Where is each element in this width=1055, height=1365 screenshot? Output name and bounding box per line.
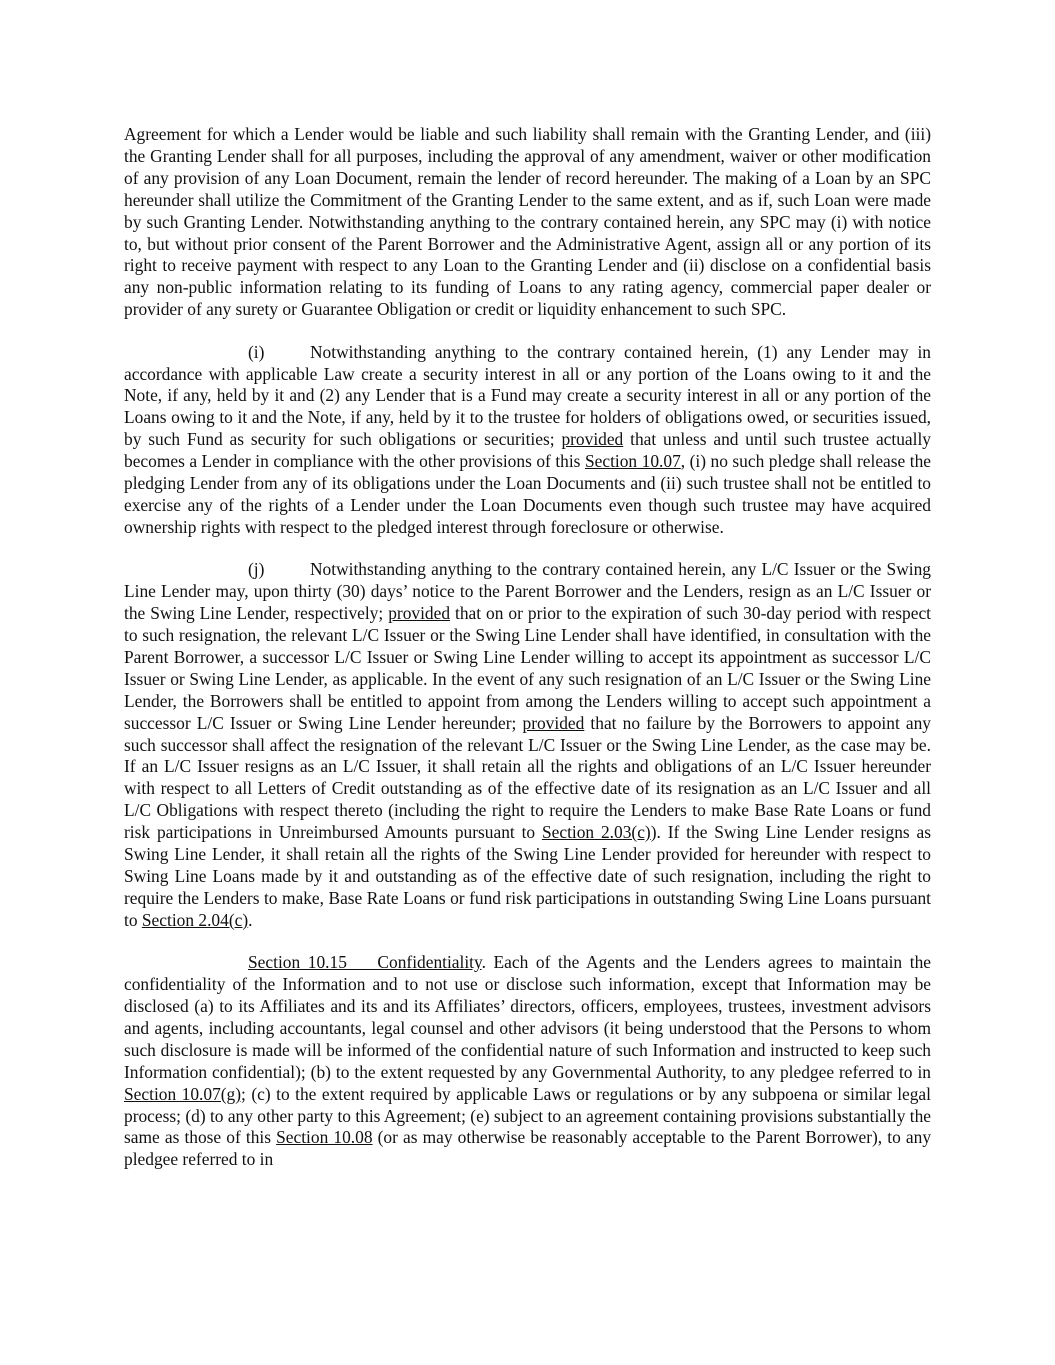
text-run: . Each of the Agents and the Lenders agrees to maintain the confidentiality of the Information and to not use or disclose such information, except that Information may be disclosed (a) to its Affiliates and its and its Affiliates’ directors, officers, employees, trustees, investment advisors and agents, including accountants, legal counsel and other advisors (it being understood that the Persons to whom such disclosure is made will be informed of the confidential nature of such Information and instructed to keep such Information confidential); (b) to the extent requested by any Governmental Authority, to any pledgee referred to in xyxy=(124,952,931,1082)
clause-marker: (i) xyxy=(248,341,265,362)
document-page xyxy=(124,124,931,1192)
text-run: that no failure by the Borrowers to appoint any such successor shall affect the resignation of the relevant L/C Issuer or the Swing Line Lender, as the case may be. If an L/C Issuer resigns as an L/C Issuer, it shall retain all the rights and obligations of an L/C Issuer hereunder with respect to all Letters of Credit outstanding as of the effective date of its resignation as an L/C Issuer and all L/C Obligations with respect thereto (including the right to require the Lenders to make Base Rate Loans or fund risk participations in Unreimbursed Amounts pursuant to xyxy=(124,712,931,843)
underlined-term: provided xyxy=(388,603,451,624)
text-run: that on or prior to the expiration of such 30-day period with respect to such resignation, the relevant L/C Issuer or the Swing Line Lender shall have identified, in consultation with the Parent Borrower, a successor L/C Issuer or Swing Line Lender willing to accept its appointment as successor L/C Issuer or Swing Line Lender, as applicable. In the event of any such resignation of an L/C Issuer or the Swing Line Lender, the Borrowers shall be entitled to appoint from among the Lenders willing to accept such appointment a successor L/C Issuer or Swing Line Lender hereunder; xyxy=(124,603,932,733)
text-run: Notwithstanding anything to the contrary contained herein, any L/C Issuer or the Swing Line Lender may, upon thirty (30) days’ notice to the Parent Borrower and the Lenders, resign as an L/C Issuer or the Swing Line Lender, respectively; xyxy=(124,559,931,624)
text-run: ; (c) to the extent required by applicable Laws or regulations or by any subpoena or similar legal process; (d) to any other party to this Agreement; (e) subject to an agreement containing provisions substantially the same as those of this xyxy=(124,1083,932,1148)
underlined-term: provided xyxy=(561,429,624,450)
clause-marker: (j) xyxy=(248,559,265,580)
section-reference: Section 10.08 xyxy=(276,1127,373,1148)
text-run: (or as may otherwise be reasonably acceptable to the Parent Borrower), to any pledgee referred to in xyxy=(124,1127,932,1170)
paragraph-clause-i xyxy=(124,342,931,539)
paragraph-clause-j xyxy=(124,559,931,931)
paragraph-spc-continued xyxy=(124,124,931,321)
section-reference: Section 2.04(c) xyxy=(141,909,249,930)
text-run: Notwithstanding anything to the contrary contained herein, (1) any Lender may in accordance with applicable Law create a security interest in all or any portion of the Loans owing to it and the Note, if any, held by it and (2) any Lender that is a Fund may create a security interest in all or any portion of the Loans owing to it and the Note, if any, held by it to the trustee for holders of obligations owed, or securities issued, by such Fund as security for such obligations or securities; xyxy=(124,341,931,450)
text-run: , (i) no such pledge shall release the pledging Lender from any of its obligations under the Loan Documents and (ii) such trustee shall not be entitled to exercise any of the rights of a Lender under the Loan Documents even though such trustee may have acquired ownership rights with respect to the pledged interest through foreclosure or otherwise. xyxy=(124,451,932,537)
section-reference: Section 2.03(c) xyxy=(541,822,651,843)
paragraph-section-10-15 xyxy=(124,952,931,1171)
text-run: Agreement for which a Lender would be liable and such liability shall remain with the Granting Lender, and (iii) the Granting Lender shall for all purposes, including the approval of any amendment, waiver or other modification of any provision of any Loan Document, remain the lender of record hereunder. The making of a Loan by an SPC hereunder shall utilize the Commitment of the Granting Lender to the same extent, and as if, such Loan were made by such Granting Lender. Notwithstanding anything to the contrary contained herein, any SPC may (i) with notice to, but without prior consent of the Parent Borrower and the Administrative Agent, assign all or any portion of its right to receive payment with respect to any Loan to the Granting Lender and (ii) disclose on a confidential basis any non-public information relating to its funding of Loans to any rating agency, commercial paper dealer or provider of any surety or Guarantee Obligation or credit or liquidity enhancement to such SPC. xyxy=(124,124,931,320)
text-run: that unless and until such trustee actually becomes a Lender in compliance with the other provisions of this xyxy=(124,429,931,472)
section-heading: Section 10.15 Confidentiality xyxy=(248,952,482,973)
text-run: . xyxy=(248,909,253,930)
section-reference: Section 10.07(g) xyxy=(124,1083,242,1104)
text-run: ). If the Swing Line Lender resigns as Swing Line Lender, it shall retain all the rights of the Swing Line Lender provided for hereunder with respect to Swing Line Loans made by it and outstanding as of the effective date of such resignation, including the right to require the Lenders to make, Base Rate Loans or fund risk participations in outstanding Swing Line Loans pursuant to xyxy=(124,822,931,930)
section-reference: Section 10.07 xyxy=(584,451,681,472)
underlined-term: provided xyxy=(522,712,585,733)
